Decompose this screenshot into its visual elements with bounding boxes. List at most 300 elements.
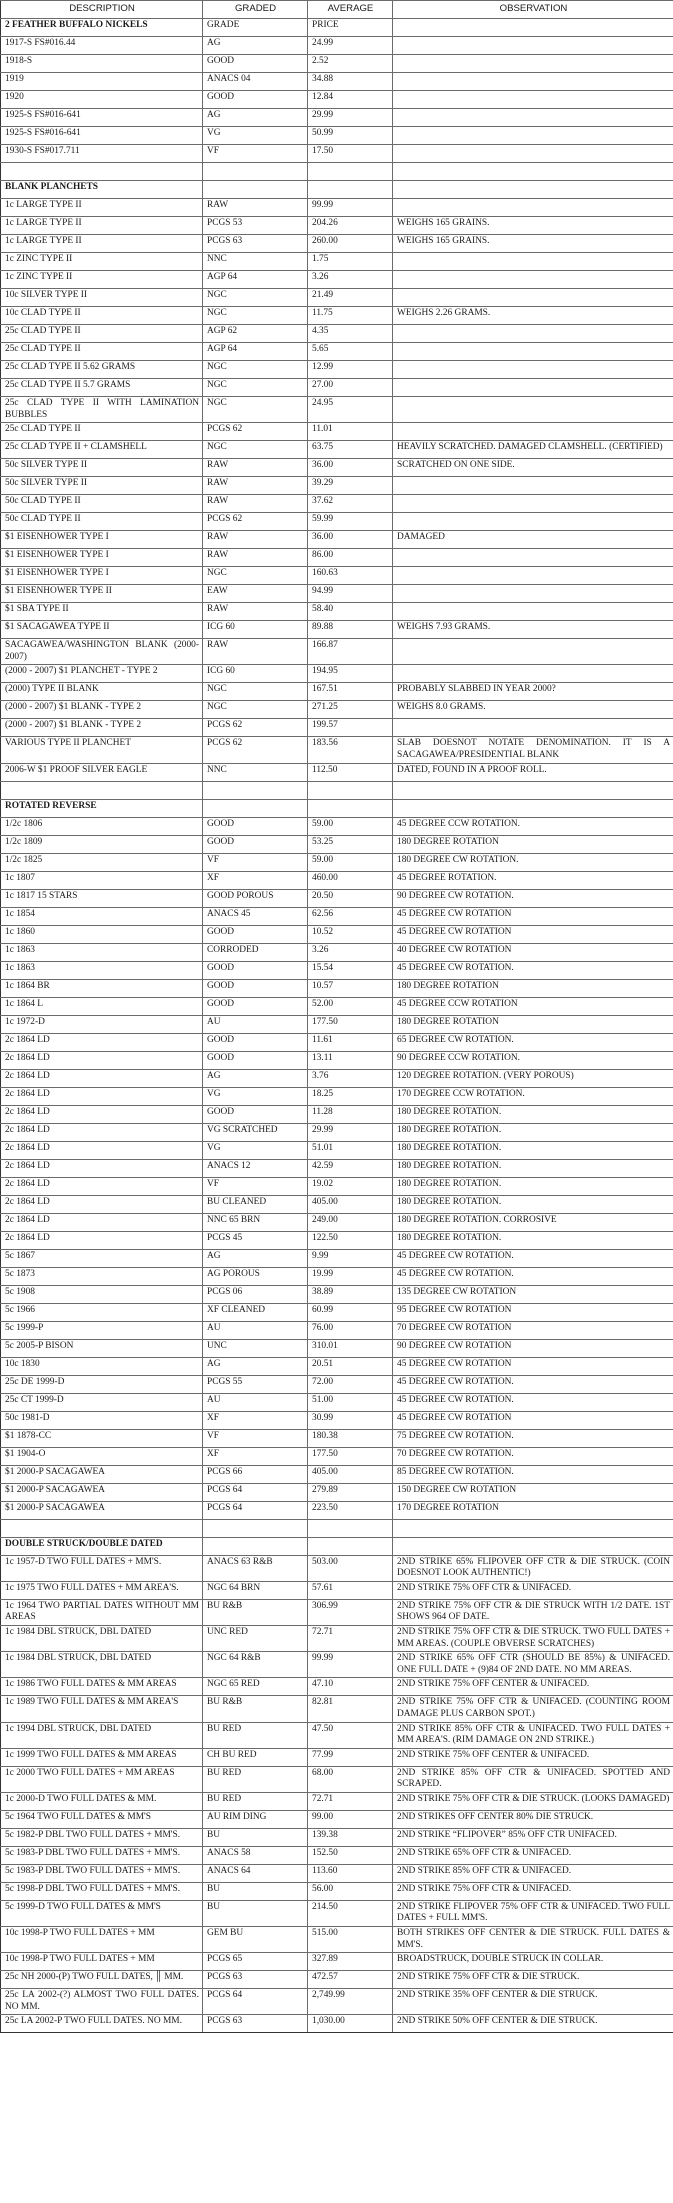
empty-cell [393,163,673,181]
observation-cell [393,325,673,343]
table-row [1,1303,673,1321]
graded-cell: NGC [203,361,308,379]
average-price-cell: 99.99 [308,199,393,217]
table-row [1,379,673,397]
description-cell: 10c 1998-P TWO FULL DATES + MM [1,1927,203,1953]
graded-cell: NGC [203,379,308,397]
table-row [1,1141,673,1159]
table-row [1,1555,673,1581]
table-row [1,907,673,925]
description-cell: 1c 1860 [1,925,203,943]
observation-cell [393,549,673,567]
average-price-cell: 10.57 [308,979,393,997]
table-row [1,55,673,73]
description-cell: 50c 1981-D [1,1411,203,1429]
graded-cell: ANACS 64 [203,1864,308,1882]
observation-cell: 180 DEGREE ROTATION [393,1015,673,1033]
table-row [1,1501,673,1519]
table-row [1,531,673,549]
table-row [1,763,673,781]
description-cell: 1c ZINC TYPE II [1,253,203,271]
observation-cell [393,567,673,585]
graded-cell: NNC 65 BRN [203,1213,308,1231]
empty-cell [203,163,308,181]
description-cell: $1 1878-CC [1,1429,203,1447]
description-cell: (2000 - 2007) $1 PLANCHET - TYPE 2 [1,665,203,683]
description-cell: 1c 2000 TWO FULL DATES + MM AREAS [1,1766,203,1792]
table-row [1,1748,673,1766]
table-row [1,997,673,1015]
observation-cell: 2ND STRIKE 75% OFF CTR & UNIFACED. [393,1882,673,1900]
table-row [1,199,673,217]
description-cell: $1 SACAGAWEA TYPE II [1,621,203,639]
table-row [1,1231,673,1249]
table-row [1,73,673,91]
observation-cell [393,397,673,423]
description-cell: 25c CLAD TYPE II 5.7 GRAMS [1,379,203,397]
section-price-label [308,799,393,817]
section-title-row [1,181,673,199]
average-price-cell: 51.00 [308,1393,393,1411]
empty-cell [393,19,673,37]
table-row [1,513,673,531]
table-row [1,441,673,459]
average-price-cell: 21.49 [308,289,393,307]
graded-cell: PCGS 63 [203,2015,308,2033]
graded-cell: AGP 64 [203,271,308,289]
graded-cell: NGC 64 BRN [203,1581,308,1599]
average-price-cell: 113.60 [308,1864,393,1882]
table-row [1,477,673,495]
graded-cell: XF CLEANED [203,1303,308,1321]
table-row [1,217,673,235]
average-price-cell: 38.89 [308,1285,393,1303]
observation-cell: 45 DEGREE CW ROTATION. [393,961,673,979]
section-grade-label [203,799,308,817]
table-row [1,307,673,325]
table-row [1,835,673,853]
table-row [1,235,673,253]
graded-cell: NGC 64 R&B [203,1652,308,1678]
table-row [1,289,673,307]
description-cell: 5c 1982-P DBL TWO FULL DATES + MM'S. [1,1828,203,1846]
observation-cell: 2ND STRIKE 75% OFF CTR & DIE STRUCK. (LOOKS DAMAGED) [393,1792,673,1810]
table-row [1,1177,673,1195]
empty-cell [203,781,308,799]
average-price-cell: 37.62 [308,495,393,513]
table-row [1,871,673,889]
description-cell: 2c 1864 LD [1,1051,203,1069]
graded-cell: XF [203,871,308,889]
empty-cell [1,163,203,181]
table-row [1,397,673,423]
observation-cell [393,379,673,397]
average-price-cell: 204.26 [308,217,393,235]
average-price-cell: 59.00 [308,817,393,835]
graded-cell: PCGS 62 [203,737,308,763]
graded-cell: GOOD [203,997,308,1015]
description-cell: 1c 1864 BR [1,979,203,997]
table-row [1,1792,673,1810]
observation-cell: 180 DEGREE ROTATION. [393,1231,673,1249]
table-row [1,343,673,361]
graded-cell: PCGS 62 [203,513,308,531]
observation-cell: WEIGHS 165 GRAINS. [393,235,673,253]
section-grade-label [203,181,308,199]
graded-cell: GOOD [203,817,308,835]
observation-cell: 2ND STRIKE 85% OFF CTR & UNIFACED. [393,1864,673,1882]
observation-cell [393,343,673,361]
observation-cell [393,361,673,379]
graded-cell: ICG 60 [203,665,308,683]
table-row [1,1249,673,1267]
table-row [1,1722,673,1748]
table-row [1,889,673,907]
average-price-cell: 139.38 [308,1828,393,1846]
description-cell: $1 2000-P SACAGAWEA [1,1465,203,1483]
table-row [1,1357,673,1375]
graded-cell: VG [203,127,308,145]
observation-cell: PROBABLY SLABBED IN YEAR 2000? [393,683,673,701]
average-price-cell: 9.99 [308,1249,393,1267]
average-price-cell: 13.11 [308,1051,393,1069]
description-cell: 1c ZINC TYPE II [1,271,203,289]
graded-cell: PCGS 65 [203,1953,308,1971]
graded-cell: PCGS 64 [203,1989,308,2015]
table-row [1,1810,673,1828]
table-row [1,1087,673,1105]
observation-cell [393,55,673,73]
observation-cell: 2ND STRIKE 65% OFF CTR (SHOULD BE 85%) & UNIFACED. ONE FULL DATE + (9)84 OF 2ND DATE. NO MM AREAS. [393,1652,673,1678]
graded-cell: NGC [203,289,308,307]
description-cell: 25c LA 2002-(?) ALMOST TWO FULL DATES. NO MM. [1,1989,203,2015]
observation-cell: 180 DEGREE ROTATION. [393,1159,673,1177]
observation-cell [393,253,673,271]
average-price-cell: 99.99 [308,1652,393,1678]
description-cell: 2c 1864 LD [1,1177,203,1195]
average-price-cell: 1,030.00 [308,2015,393,2033]
graded-cell: GOOD [203,1033,308,1051]
graded-cell: RAW [203,495,308,513]
section-price-label [308,1537,393,1555]
average-price-cell: 112.50 [308,763,393,781]
average-price-cell: 30.99 [308,1411,393,1429]
spacer-row [1,1519,673,1537]
table-row [1,1069,673,1087]
graded-cell: AG [203,109,308,127]
table-row [1,1051,673,1069]
table-row [1,1033,673,1051]
observation-cell: 120 DEGREE ROTATION. (VERY POROUS) [393,1069,673,1087]
observation-cell: 170 DEGREE ROTATION [393,1501,673,1519]
observation-cell: SCRATCHED ON ONE SIDE. [393,459,673,477]
observation-cell [393,91,673,109]
table-row [1,585,673,603]
graded-cell: AG [203,1249,308,1267]
graded-cell: NNC [203,253,308,271]
table-row [1,719,673,737]
observation-cell: 70 DEGREE CW ROTATION. [393,1447,673,1465]
observation-cell: 45 DEGREE CW ROTATION [393,907,673,925]
average-price-cell: 29.99 [308,1123,393,1141]
graded-cell: BU CLEANED [203,1195,308,1213]
average-price-cell: 152.50 [308,1846,393,1864]
graded-cell: VG SCRATCHED [203,1123,308,1141]
observation-cell [393,145,673,163]
average-price-cell: 12.84 [308,91,393,109]
average-price-cell: 76.00 [308,1321,393,1339]
average-price-cell: 62.56 [308,907,393,925]
spacer-row [1,163,673,181]
section-price-label: PRICE [308,19,393,37]
spacer-row [1,781,673,799]
graded-cell: PCGS 53 [203,217,308,235]
observation-cell [393,109,673,127]
average-price-cell: 2.52 [308,55,393,73]
observation-cell: 90 DEGREE CW ROTATION [393,1339,673,1357]
graded-cell: NGC [203,701,308,719]
table-row [1,271,673,289]
table-row [1,1285,673,1303]
graded-cell: PCGS 55 [203,1375,308,1393]
table-row [1,817,673,835]
average-price-cell: 122.50 [308,1231,393,1249]
description-cell: 1920 [1,91,203,109]
table-row [1,1989,673,2015]
table-row [1,91,673,109]
average-price-cell: 327.89 [308,1953,393,1971]
table-row [1,603,673,621]
table-row [1,1465,673,1483]
average-price-cell: 503.00 [308,1555,393,1581]
description-cell: $1 2000-P SACAGAWEA [1,1483,203,1501]
average-price-cell: 59.00 [308,853,393,871]
graded-cell: GOOD [203,961,308,979]
table-row [1,979,673,997]
average-price-cell: 82.81 [308,1696,393,1722]
average-price-cell: 460.00 [308,871,393,889]
graded-cell: VF [203,853,308,871]
table-row [1,1900,673,1926]
description-cell: 25c LA 2002-P TWO FULL DATES. NO MM. [1,2015,203,2033]
description-cell: 50c SILVER TYPE II [1,477,203,495]
average-price-cell: 50.99 [308,127,393,145]
average-price-cell: 177.50 [308,1447,393,1465]
graded-cell: GOOD [203,1105,308,1123]
graded-cell: AGP 64 [203,343,308,361]
description-cell: 2c 1864 LD [1,1033,203,1051]
graded-cell: NGC [203,683,308,701]
description-cell: 1c 1957-D TWO FULL DATES + MM'S. [1,1555,203,1581]
observation-cell: 45 DEGREE CW ROTATION. [393,1375,673,1393]
graded-cell: CH BU RED [203,1748,308,1766]
observation-cell: WEIGHS 2.26 GRAMS. [393,307,673,325]
graded-cell: GOOD [203,925,308,943]
observation-cell: 2ND STRIKE 85% OFF CTR & UNIFACED. TWO FULL DATES + MM AREA'S. (RIM DAMAGE ON 2ND STRIKE.) [393,1722,673,1748]
observation-cell: DAMAGED [393,531,673,549]
graded-cell: AU [203,1393,308,1411]
observation-cell: 170 DEGREE CCW ROTATION. [393,1087,673,1105]
average-price-cell: 177.50 [308,1015,393,1033]
graded-cell: VF [203,145,308,163]
description-cell: $1 SBA TYPE II [1,603,203,621]
empty-cell [1,781,203,799]
description-cell: 25c DE 1999-D [1,1375,203,1393]
table-row [1,1213,673,1231]
table-row [1,1393,673,1411]
description-cell: 10c SILVER TYPE II [1,289,203,307]
observation-cell: BROADSTRUCK, DOUBLE STRUCK IN COLLAR. [393,1953,673,1971]
graded-cell: BU R&B [203,1599,308,1625]
observation-cell: 2ND STRIKE 50% OFF CENTER & DIE STRUCK. [393,2015,673,2033]
average-price-cell: 72.71 [308,1792,393,1810]
table-row [1,253,673,271]
table-row [1,943,673,961]
observation-cell: 2ND STRIKE FLIPOVER 75% OFF CTR & UNIFACED. TWO FULL DATES + FULL MM'S. [393,1900,673,1926]
average-price-cell: 59.99 [308,513,393,531]
description-cell: 25c CLAD TYPE II WITH LAMINATION BUBBLES [1,397,203,423]
average-price-cell: 24.95 [308,397,393,423]
observation-cell: 2ND STRIKE 85% OFF CTR & UNIFACED. SPOTTED AND SCRAPED. [393,1766,673,1792]
average-price-cell: 57.61 [308,1581,393,1599]
description-cell: 1c 1989 TWO FULL DATES & MM AREA'S [1,1696,203,1722]
observation-cell: 150 DEGREE CW ROTATION [393,1483,673,1501]
observation-cell: WEIGHS 165 GRAINS. [393,217,673,235]
description-cell: 1c 1854 [1,907,203,925]
section-title: BLANK PLANCHETS [1,181,203,199]
description-cell: 10c CLAD TYPE II [1,307,203,325]
table-row [1,1971,673,1989]
table-row [1,1882,673,1900]
average-price-cell: 167.51 [308,683,393,701]
table-row [1,1864,673,1882]
graded-cell: ANACS 12 [203,1159,308,1177]
average-price-cell: 11.01 [308,423,393,441]
table-row [1,1447,673,1465]
observation-cell: 2ND STRIKE 35% OFF CENTER & DIE STRUCK. [393,1989,673,2015]
description-cell: (2000) TYPE II BLANK [1,683,203,701]
graded-cell: NNC [203,763,308,781]
table-row [1,853,673,871]
graded-cell: AGP 62 [203,325,308,343]
observation-cell [393,37,673,55]
table-row [1,1846,673,1864]
observation-cell: 75 DEGREE CW ROTATION. [393,1429,673,1447]
average-price-cell: 214.50 [308,1900,393,1926]
average-price-cell: 42.59 [308,1159,393,1177]
observation-cell: 45 DEGREE CW ROTATION [393,925,673,943]
average-price-cell: 260.00 [308,235,393,253]
graded-cell: PCGS 45 [203,1231,308,1249]
description-cell: 1925-S FS#016-641 [1,127,203,145]
description-cell: 25c CLAD TYPE II 5.62 GRAMS [1,361,203,379]
observation-cell: 180 DEGREE ROTATION [393,835,673,853]
average-price-cell: 27.00 [308,379,393,397]
table-row [1,1015,673,1033]
graded-cell: AG [203,1357,308,1375]
description-cell: 1c 1864 L [1,997,203,1015]
table-row [1,621,673,639]
observation-cell: BOTH STRIKES OFF CENTER & DIE STRUCK. FULL DATES & MM'S. [393,1927,673,1953]
description-cell: 25c CLAD TYPE II + CLAMSHELL [1,441,203,459]
average-price-cell: 1.75 [308,253,393,271]
observation-cell: 90 DEGREE CW ROTATION. [393,889,673,907]
description-cell: 1c 1863 [1,943,203,961]
average-price-cell: 515.00 [308,1927,393,1953]
graded-cell: AG [203,1069,308,1087]
average-price-cell: 36.00 [308,531,393,549]
graded-cell: VF [203,1429,308,1447]
graded-cell: ANACS 04 [203,73,308,91]
observation-cell: 2ND STRIKE 75% OFF CENTER & UNIFACED. [393,1748,673,1766]
description-cell: 25c CLAD TYPE II [1,325,203,343]
graded-cell: GOOD POROUS [203,889,308,907]
description-cell: 1c 1984 DBL STRUCK, DBL DATED [1,1625,203,1651]
description-cell: 1c 1972-D [1,1015,203,1033]
description-cell: 2c 1864 LD [1,1141,203,1159]
table-row [1,1696,673,1722]
observation-cell: 2ND STRIKE 75% OFF CTR & UNIFACED. [393,1581,673,1599]
graded-cell: CORRODED [203,943,308,961]
description-cell: $1 EISENHOWER TYPE I [1,531,203,549]
observation-cell: 2ND STRIKE 75% OFF CENTER & UNIFACED. [393,1678,673,1696]
average-price-cell: 249.00 [308,1213,393,1231]
observation-cell: 2ND STRIKE 65% FLIPOVER OFF CTR & DIE STRUCK. (COIN DOESNOT LOOK AUTHENTIC!) [393,1555,673,1581]
average-price-cell: 19.99 [308,1267,393,1285]
graded-cell: PCGS 06 [203,1285,308,1303]
description-cell: 2006-W $1 PROOF SILVER EAGLE [1,763,203,781]
column-header-graded: GRADED [203,1,308,19]
graded-cell: XF [203,1447,308,1465]
description-cell: (2000 - 2007) $1 BLANK - TYPE 2 [1,719,203,737]
graded-cell: VG [203,1141,308,1159]
table-row [1,737,673,763]
description-cell: $1 EISENHOWER TYPE II [1,585,203,603]
description-cell: 1c 1975 TWO FULL DATES + MM AREA'S. [1,1581,203,1599]
observation-cell: 180 DEGREE ROTATION. CORROSIVE [393,1213,673,1231]
description-cell: 25c CLAD TYPE II [1,423,203,441]
observation-cell: 45 DEGREE CW ROTATION. [393,1249,673,1267]
observation-cell [393,665,673,683]
average-price-cell: 18.25 [308,1087,393,1105]
table-row [1,2015,673,2033]
observation-cell: 2ND STRIKE 65% OFF CTR & UNIFACED. [393,1846,673,1864]
observation-cell: 180 DEGREE ROTATION. [393,1177,673,1195]
column-header-description: DESCRIPTION [1,1,203,19]
description-cell: 25c CLAD TYPE II [1,343,203,361]
average-price-cell: 3.26 [308,271,393,289]
description-cell: 1c LARGE TYPE II [1,235,203,253]
observation-cell [393,585,673,603]
graded-cell: NGC [203,441,308,459]
observation-cell: 95 DEGREE CW ROTATION [393,1303,673,1321]
section-title-row [1,799,673,817]
average-price-cell: 472.57 [308,1971,393,1989]
graded-cell: PCGS 62 [203,719,308,737]
description-cell: 5c 1998-P DBL TWO FULL DATES + MM'S. [1,1882,203,1900]
observation-cell: 45 DEGREE ROTATION. [393,871,673,889]
table-row [1,37,673,55]
average-price-cell: 19.02 [308,1177,393,1195]
average-price-cell: 72.71 [308,1625,393,1651]
graded-cell: BU [203,1828,308,1846]
description-cell: 2c 1864 LD [1,1069,203,1087]
average-price-cell: 58.40 [308,603,393,621]
description-cell: 5c 1983-P DBL TWO FULL DATES + MM'S. [1,1864,203,1882]
graded-cell: RAW [203,477,308,495]
observation-cell: HEAVILY SCRATCHED. DAMAGED CLAMSHELL. (CERTIFIED) [393,441,673,459]
average-price-cell: 11.61 [308,1033,393,1051]
